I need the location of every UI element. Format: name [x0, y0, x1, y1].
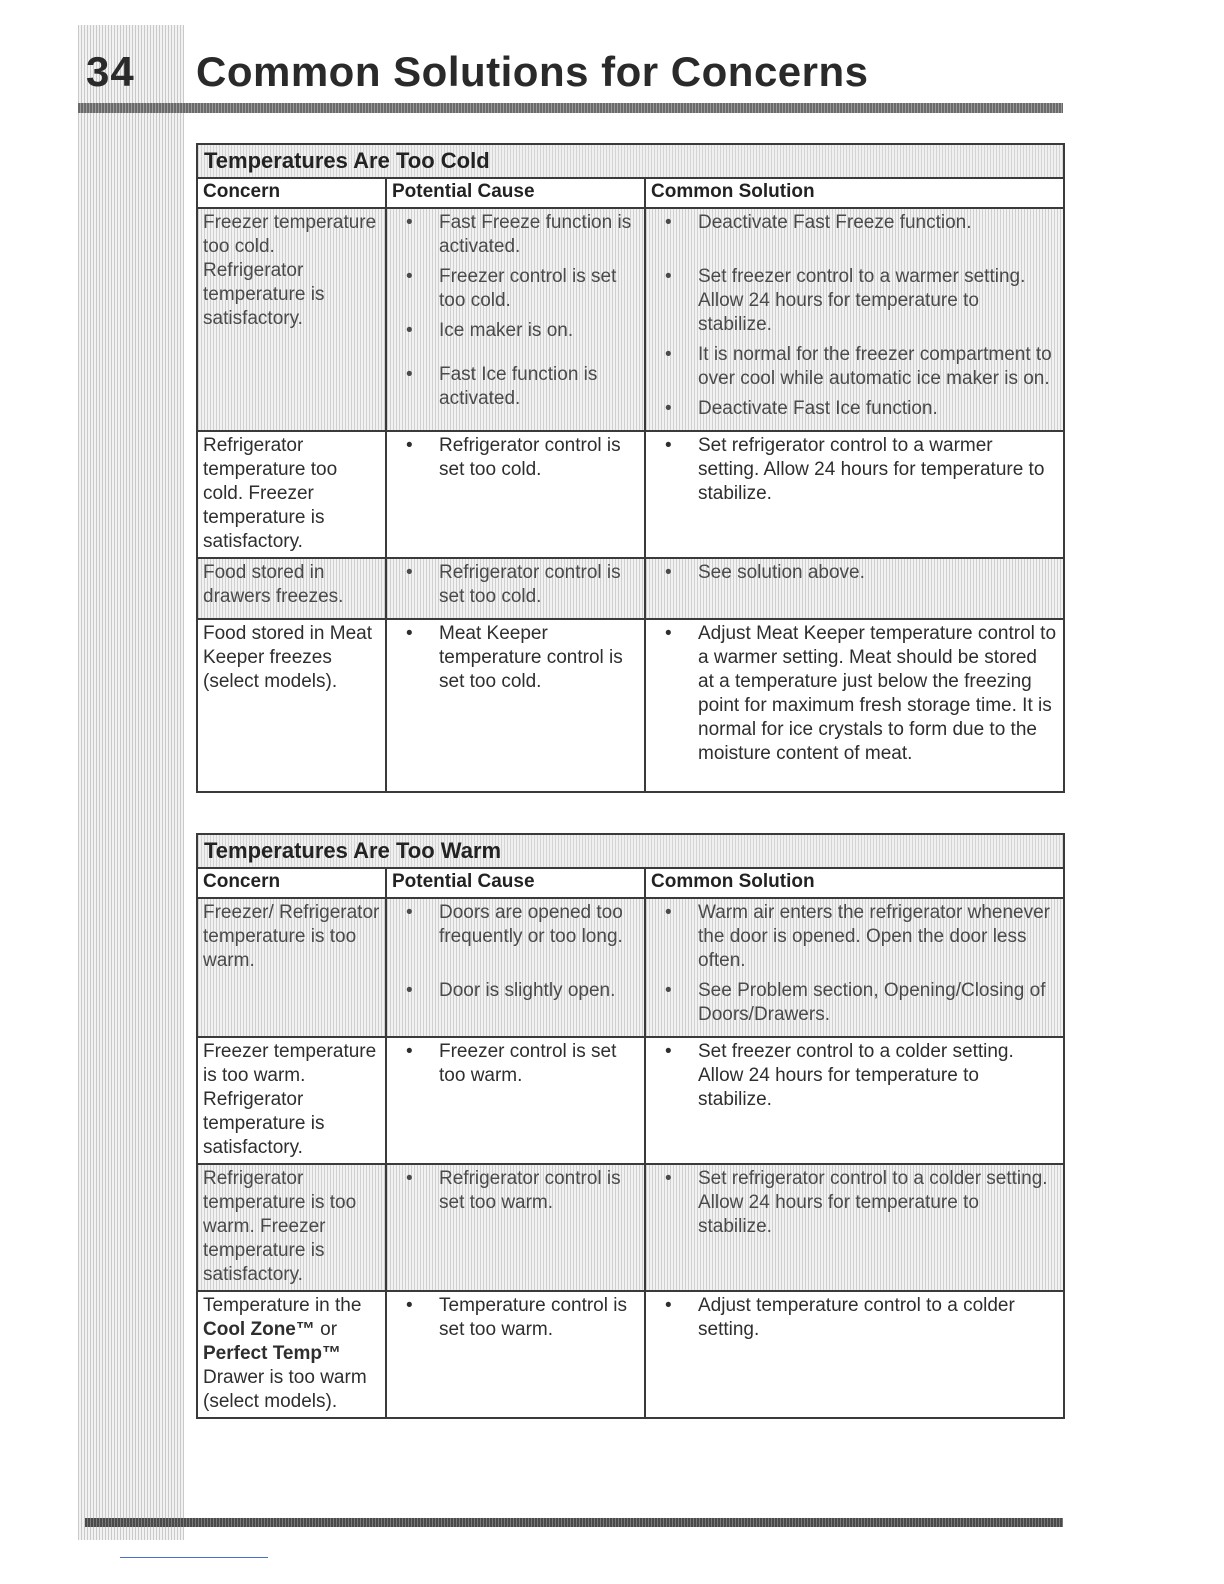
footer-link-line [120, 1557, 268, 1558]
title-rule [78, 103, 1063, 113]
solution-item: • Deactivate Fast Ice function. [651, 397, 1058, 421]
cause-item: • Freezer control is set too cold. [392, 265, 639, 313]
cause-cell [386, 558, 645, 619]
page-number: 34 [86, 48, 135, 95]
column-header-concern: Concern [197, 178, 386, 208]
table-row [197, 1164, 1064, 1291]
cause-item: • Door is slightly open. [392, 979, 639, 1003]
cause-item: • Freezer control is set too warm. [392, 1040, 639, 1088]
page-title: Common Solutions for Concerns [196, 48, 869, 95]
concern-cell: Freezer/ Refrigerator temperature is too warm. [197, 898, 386, 1037]
column-header-cause: Potential Cause [386, 868, 645, 898]
sidebar-stripe [78, 25, 184, 1540]
table-row [197, 619, 1064, 792]
cause-item: • Fast Ice function is activated. [392, 363, 639, 411]
solution-item: • See Problem section, Opening/Closing of Doors/Drawers. [651, 979, 1058, 1027]
solution-cell [645, 1037, 1064, 1164]
solution-item: • See solution above. [651, 561, 1058, 585]
warm-table-title: Temperatures Are Too Warm [197, 834, 1064, 868]
perfect-temp-label: Perfect Temp™ [203, 1343, 341, 1364]
solution-cell [645, 898, 1064, 1037]
cause-item: • Refrigerator control is set too cold. [392, 434, 639, 482]
concern-cell: Food stored in drawers freezes. [197, 558, 386, 619]
table-row [197, 898, 1064, 1037]
cause-item: • Refrigerator control is set too cold. [392, 561, 639, 609]
solution-item: • Set refrigerator control to a colder setting. Allow 24 hours for temperature to stabilize. [651, 1167, 1058, 1239]
solution-cell [645, 1164, 1064, 1291]
cause-item: • Doors are opened too frequently or too long. [392, 901, 639, 949]
solution-item: • Deactivate Fast Freeze function. [651, 211, 1058, 235]
solution-item: • Set refrigerator control to a warmer setting. Allow 24 hours for temperature to stabilize. [651, 434, 1058, 506]
solution-cell [645, 208, 1064, 431]
cause-cell [386, 1164, 645, 1291]
cold-table-title: Temperatures Are Too Cold [197, 144, 1064, 178]
cause-cell [386, 1291, 645, 1418]
concern-cell: Freezer temperature is too warm. Refrigerator temperature is satisfactory. [197, 1037, 386, 1164]
cause-item: • Fast Freeze function is activated. [392, 211, 639, 259]
concern-cell: Food stored in Meat Keeper freezes (select models). [197, 619, 386, 792]
cause-cell [386, 1037, 645, 1164]
solution-item: • It is normal for the freezer compartment to over cool while automatic ice maker is on. [651, 343, 1058, 391]
solution-cell [645, 619, 1064, 792]
cool-zone-label: Cool Zone™ [203, 1319, 315, 1340]
cause-cell [386, 208, 645, 431]
table-row [197, 558, 1064, 619]
cause-item: • Temperature control is set too warm. [392, 1294, 639, 1342]
cause-cell [386, 898, 645, 1037]
concern-text-part: Temperature in the [203, 1295, 362, 1316]
solution-item: • Set freezer control to a warmer setting. Allow 24 hours for temperature to stabilize. [651, 265, 1058, 337]
solution-item: • Adjust temperature control to a colder setting. [651, 1294, 1058, 1342]
warm-table [196, 833, 1065, 1419]
footer-rule [85, 1518, 1063, 1527]
solution-item: • Adjust Meat Keeper temperature control to a warmer setting. Meat should be stored at a temperature just below the freezing point for maximum fresh storage time. It is normal for ice crystals to form due to the moisture content of meat. [651, 622, 1058, 766]
column-header-concern: Concern [197, 868, 386, 898]
concern-cell: Freezer temperature too cold. Refrigerator temperature is satisfactory. [197, 208, 386, 431]
table-row [197, 1291, 1064, 1418]
concern-cell [197, 1291, 386, 1418]
cause-cell [386, 619, 645, 792]
column-header-cause: Potential Cause [386, 178, 645, 208]
concern-text-part: Drawer is too warm (select models). [203, 1367, 367, 1412]
solution-cell [645, 1291, 1064, 1418]
cause-item: • Ice maker is on. [392, 319, 639, 343]
solution-cell [645, 558, 1064, 619]
cause-cell [386, 431, 645, 558]
cause-item: • Refrigerator control is set too warm. [392, 1167, 639, 1215]
table-row [197, 208, 1064, 431]
column-header-solution: Common Solution [645, 178, 1064, 208]
concern-cell: Refrigerator temperature is too warm. Freezer temperature is satisfactory. [197, 1164, 386, 1291]
cold-table [196, 143, 1065, 793]
solution-item: • Set freezer control to a colder setting. Allow 24 hours for temperature to stabilize. [651, 1040, 1058, 1112]
table-row [197, 1037, 1064, 1164]
concern-cell: Refrigerator temperature too cold. Freezer temperature is satisfactory. [197, 431, 386, 558]
column-header-solution: Common Solution [645, 868, 1064, 898]
cause-item: • Meat Keeper temperature control is set too cold. [392, 622, 639, 694]
solution-cell [645, 431, 1064, 558]
solution-item: • Warm air enters the refrigerator whenever the door is opened. Open the door less often. [651, 901, 1058, 973]
concern-text-part: or [314, 1319, 338, 1340]
table-row [197, 431, 1064, 558]
